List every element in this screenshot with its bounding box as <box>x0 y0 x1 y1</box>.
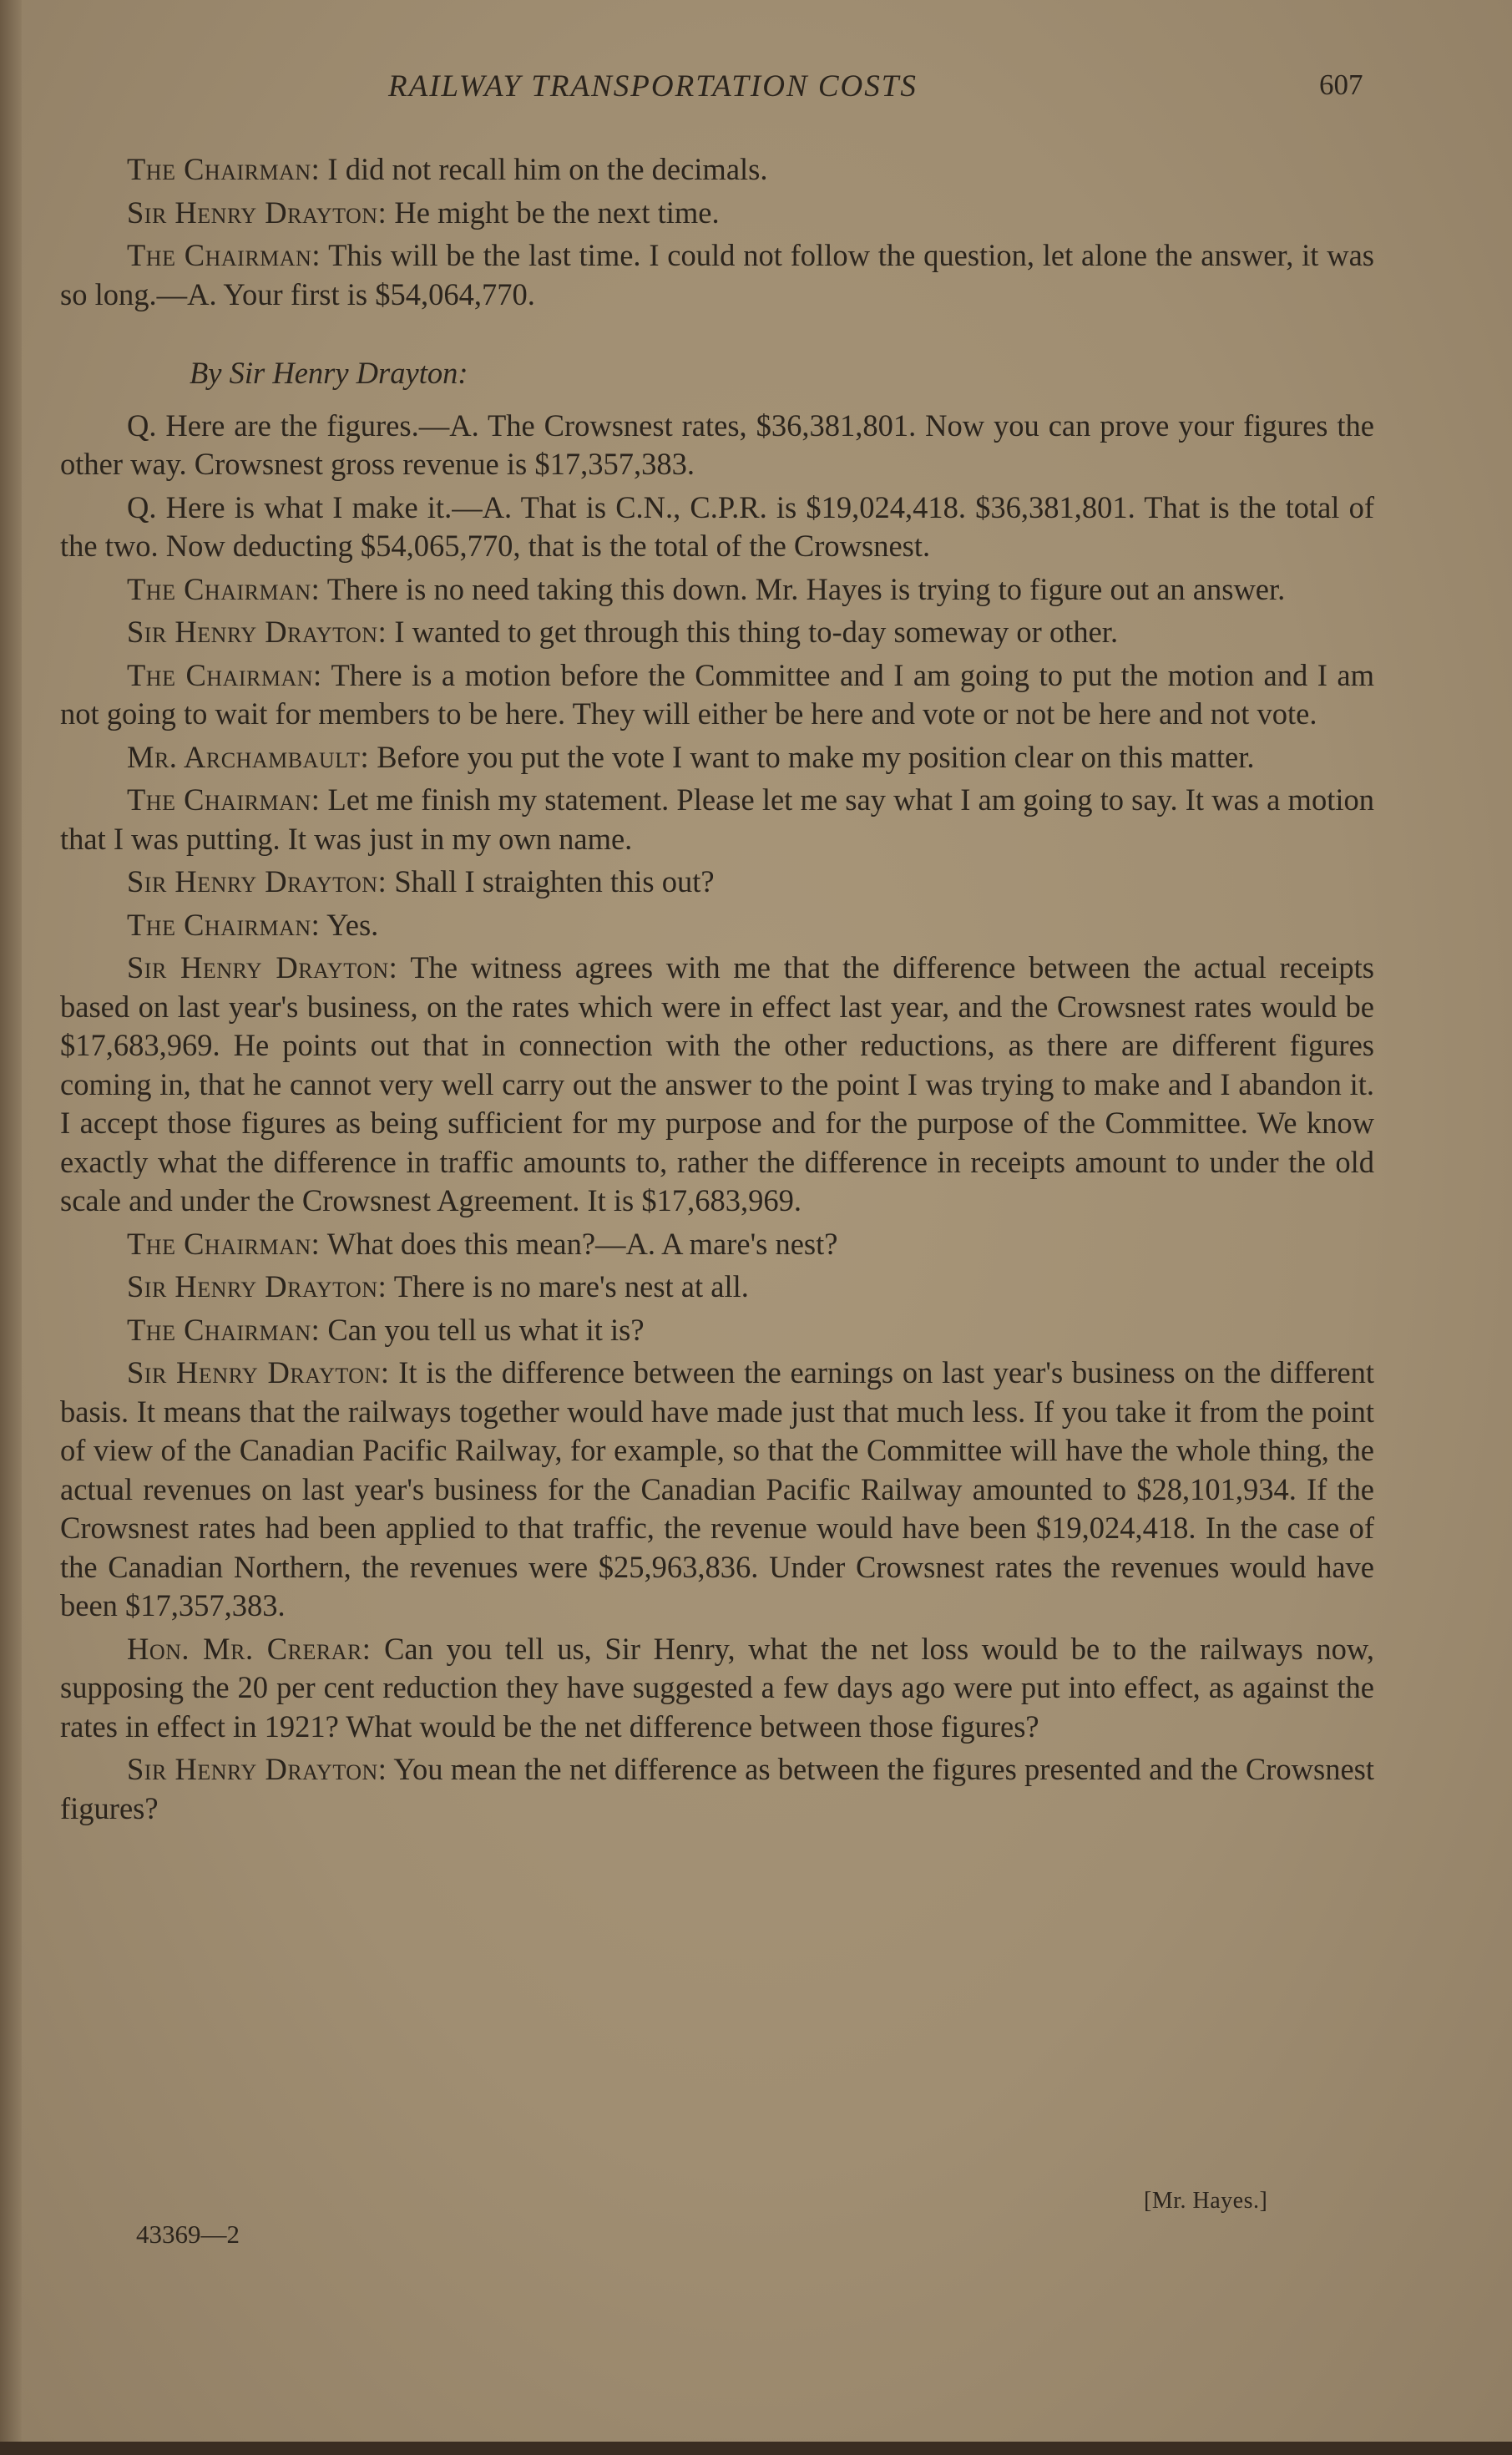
page-number: 607 <box>1319 68 1363 101</box>
transcript-paragraph <box>60 949 1374 1221</box>
speaker-name: Sir Henry Drayton: <box>127 864 387 898</box>
transcript-paragraph <box>60 194 1374 233</box>
paragraph-text: Yes. <box>320 907 379 942</box>
speaker-name: The Chairman: <box>127 1226 321 1261</box>
running-title: RAILWAY TRANSPORTATION COSTS <box>388 69 918 104</box>
speaker-name: The Chairman: <box>127 657 322 692</box>
paragraph-text: This will be the last time. I could not follow the question, let alone the answer, it was so long.—A. Your first is $54,064,770. <box>60 238 1374 311</box>
speaker-name: Sir Henry Drayton: <box>127 1269 387 1303</box>
transcript-paragraph <box>60 738 1374 777</box>
speaker-name: The Chairman: <box>127 1312 321 1347</box>
paragraph-text: Let me finish my statement. Please let me say what I am going to say. It was a motion that I was putting. It was just in my own name. <box>60 782 1374 856</box>
witness-attribution: [Mr. Hayes.] <box>1144 2188 1268 2214</box>
speaker-name: Sir Henry Drayton: <box>127 615 387 649</box>
transcript-paragraph <box>60 656 1374 734</box>
transcript-paragraph <box>60 1750 1374 1828</box>
page-header <box>0 68 1512 110</box>
paragraph-text: Shall I straighten this out? <box>387 864 715 898</box>
transcript-paragraph <box>60 570 1374 610</box>
paragraph-text: I wanted to get through this thing to-day someway or other. <box>387 615 1119 649</box>
speaker-name: Sir Henry Drayton: <box>127 1355 390 1389</box>
paragraph-text: What does this mean?—A. A mare's nest? <box>320 1226 838 1261</box>
printer-signature: 43369—2 <box>136 2220 240 2249</box>
paragraph-text: There is a motion before the Committee and I am going to put the motion and I am not going to wait for members to be here. They will either be here and vote or not be here and not vote. <box>60 657 1374 731</box>
paragraph-text: Before you put the vote I want to make my position clear on this matter. <box>369 739 1255 774</box>
transcript-paragraph <box>60 863 1374 902</box>
speaker-name: Mr. Archambault: <box>127 739 370 774</box>
transcript-paragraph <box>60 488 1374 566</box>
transcript-paragraph <box>60 906 1374 945</box>
speaker-name: The Chairman: <box>127 782 321 817</box>
transcript-paragraph <box>60 1630 1374 1747</box>
paragraph-text: He might be the next time. <box>387 195 720 230</box>
transcript-paragraph <box>60 613 1374 652</box>
transcript-paragraph <box>60 1311 1374 1350</box>
speaker-name: The Chairman: <box>127 571 321 606</box>
transcript-body <box>60 150 1374 1832</box>
paragraph-text: There is no need taking this down. Mr. Hayes is trying to figure out an answer. <box>320 571 1286 606</box>
speaker-name: Sir Henry Drayton: <box>127 950 398 985</box>
page-binding-shadow <box>0 0 22 2455</box>
paragraph-text: Q. Here are the figures.—A. The Crowsnest rates, $36,381,801. Now you can prove your figures the other way. Crowsnest gross revenue is $17,357,383. <box>60 407 1374 481</box>
paragraph-text: You mean the net difference as between the figures presented and the Crowsnest figures? <box>60 1752 1375 1825</box>
transcript-paragraph <box>60 781 1374 858</box>
speaker-name: The Chairman: <box>127 907 321 942</box>
page-bottom-edge <box>0 2442 1512 2455</box>
paragraph-text: I did not recall him on the decimals. <box>320 152 768 186</box>
speaker-name: Sir Henry Drayton: <box>127 1752 387 1786</box>
paragraph-text: The witness agrees with me that the difference between the actual receipts based on last year's business, on the rates which were in effect last year, and the Crowsnest rates would be $17,683,969. He points out that in connection with the other reductions, as there are different figures coming in, that he cannot very well carry out the answer to the point I was trying to make and I abandon it. I accept those figures as being sufficient for my purpose and for the purpose of the Committee. We know exactly what the difference in traffic amounts to, rather the difference in receipts amount to under the old scale and under the Crowsnest Agreement. It is $17,683,969. <box>60 950 1374 1217</box>
paragraph-text: Can you tell us what it is? <box>320 1312 645 1347</box>
examination-byline: By Sir Henry Drayton: <box>190 356 468 390</box>
speaker-name: Hon. Mr. Crerar: <box>127 1631 372 1666</box>
transcript-paragraph <box>60 407 1374 484</box>
speaker-name: Sir Henry Drayton: <box>127 195 387 230</box>
transcript-paragraph <box>60 1225 1374 1264</box>
transcript-paragraph <box>60 150 1374 190</box>
transcript-paragraph <box>60 1268 1374 1307</box>
speaker-name: The Chairman: <box>127 152 321 186</box>
paragraph-text: Can you tell us, Sir Henry, what the net loss would be to the railways now, supposing the 20 per cent reduction they have suggested a few days ago were put into effect, as against the rates in effect in 1921? What would be the net difference between those figures? <box>60 1631 1374 1744</box>
transcript-paragraph <box>60 236 1374 314</box>
transcript-paragraph <box>60 1354 1374 1626</box>
paragraph-text: Q. Here is what I make it.—A. That is C.N., C.P.R. is $19,024,418. $36,381,801. That is the total of the two. Now deducting $54,065,770, that is the total of the Crowsnest. <box>60 489 1374 563</box>
speaker-name: The Chairman: <box>127 238 321 272</box>
paragraph-text: There is no mare's nest at all. <box>387 1269 749 1303</box>
paragraph-text: It is the difference between the earnings on last year's business on the different basis. It means that the railways together would have made just that much less. If you take it from the point of view of the Canadian Pacific Railway, for example, so that the Committee will have the whole thing, the actual revenues on last year's business for the Canadian Pacific Railway amounted to $28,101,934. If the Crowsnest rates had been applied to that traffic, the revenue would have been $19,024,418. In the case of the Canadian Northern, the revenues were $25,963,836. Under Crowsnest rates the revenues would have been $17,357,383. <box>60 1355 1374 1622</box>
